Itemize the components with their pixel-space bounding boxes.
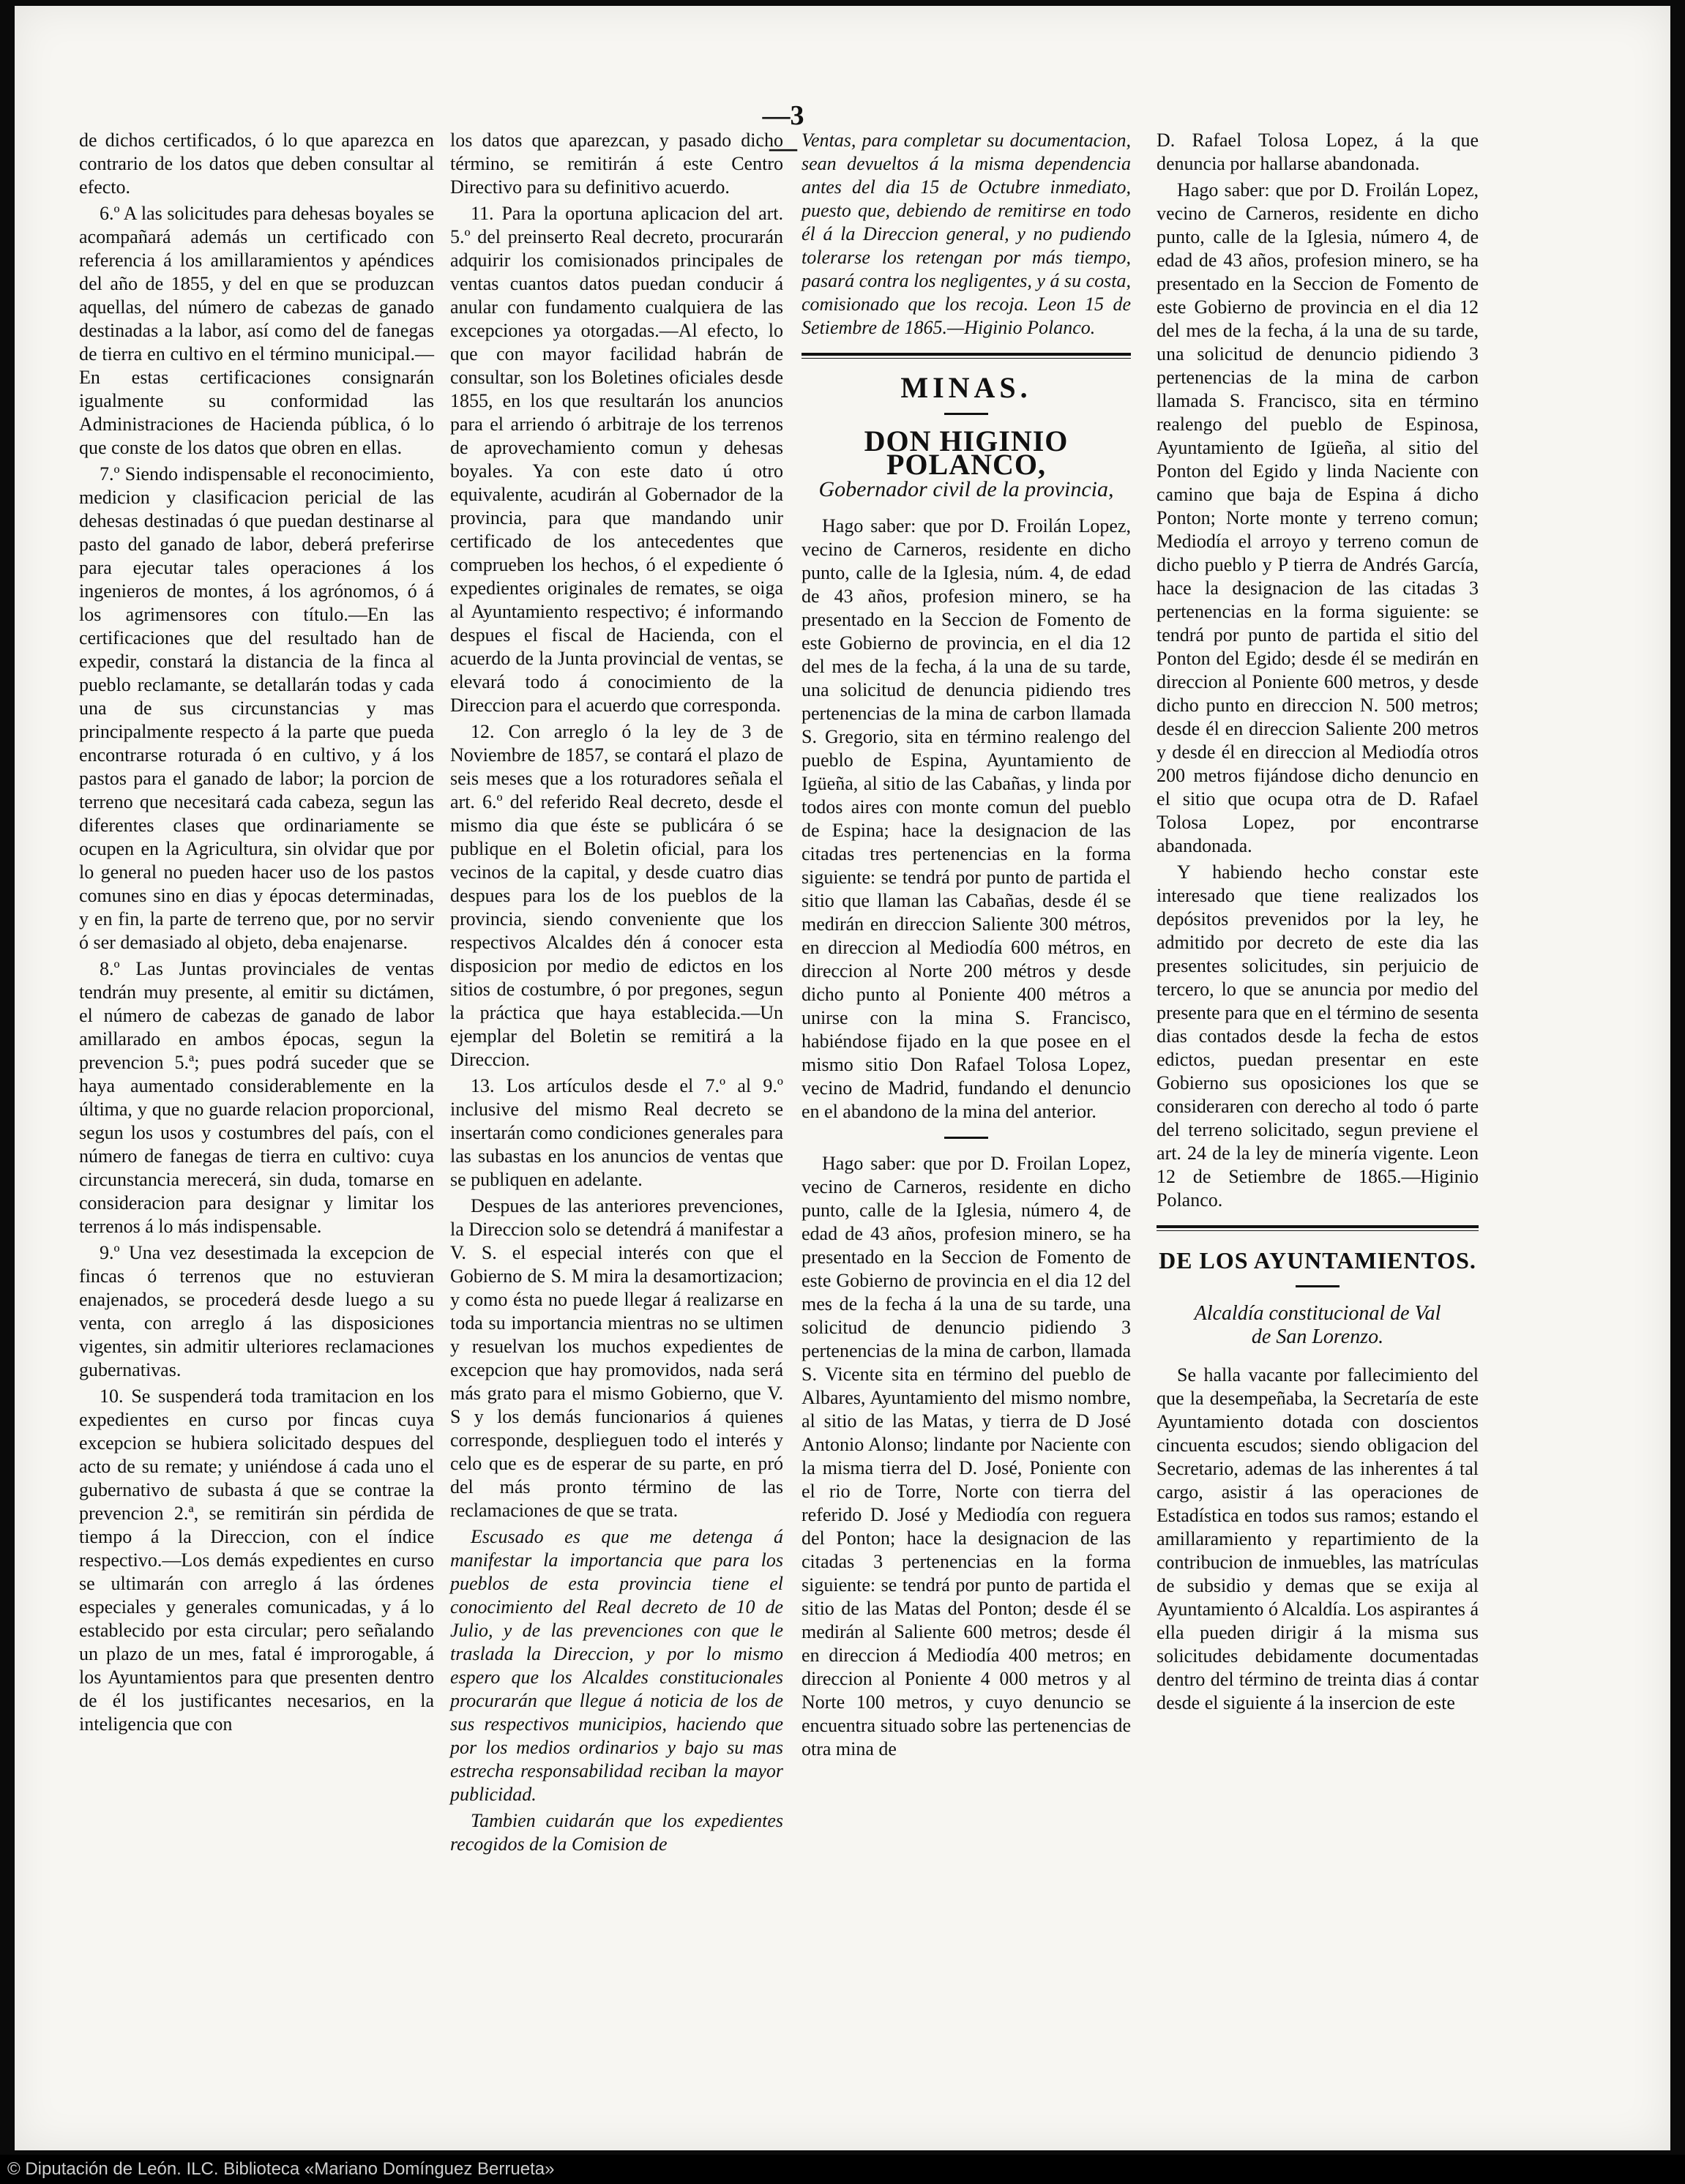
paragraph: 8.º Las Juntas provinciales de ventas tendrán muy presente, al emitir su dictámen, el número de cabezas de ganado de labor amillarado en ambos épocas, segun la prevencion 5.ª; pues podrá suceder que se haya aumentado considerablemente en la última, y que no guarde relacion proporcional, segun los usos y costumbres del país, con el número de fanegas de tierra en cultivo: cuya circunstancia merecerá, sin duda, tomarse en consideracion para designar y limitar los terrenos á lo más indispensable. xyxy=(79,958,434,1237)
paragraph: de dichos certificados, ó lo que aparezca en contrario de los datos que deben consultar al efecto. xyxy=(79,130,434,198)
paragraph: 6.º A las solicitudes para dehesas boyales se acompañará además un certificado con referencia á los amillaramientos y apéndices del año de 1855, y del en que se produzcan aquellas, del número de cabezas de ganado destinadas a la labor, así como del de fanegas de tierra en cultivo en el término municipal.—En estas certificaciones consignarán igualmente su conformidad las Administraciones de Hacienda pública, ó lo que conste de los datos que obren en ellas. xyxy=(79,203,434,458)
column-4 xyxy=(1157,129,1479,1718)
section-divider xyxy=(1157,1225,1479,1231)
italic-paragraph: Escusado es que me detenga á manifestar la importancia que para los pueblos de esta provincia tiene el conocimiento del Real decreto de 10 de Julio, y de las prevenciones con que le traslada la Direccion, y por lo mismo espero que los Alcaldes constitucionales procurarán que llegue á noticia de los de sus respectivos municipios, haciendo que por los medios ordinarios y bajo su mas estrecha responsabilidad reciban la mayor publicidad. xyxy=(450,1526,783,1805)
paragraph: D. Rafael Tolosa Lopez, á la que denuncia por hallarse abandonada. xyxy=(1157,130,1479,174)
paragraph: Hago saber: que por D. Froilan Lopez, vecino de Carneros, residente en dicho punto, calle de la Iglesia, número 4, de edad de 43 años, profesion minero, se ha presentado en la Seccion de Fomento de este Gobierno de provincia en el dia 12 del mes de la fecha á la una de su tarde, una solicitud de denuncio pidiendo 3 pertenencias de la mina de carbon, llamada S. Vicente sita en término del pueblo de Albares, Ayuntamiento del mismo nombre, al sitio de las Matas, y tierra de D José Antonio Alonso; lindante por Naciente con la misma tierra del D. José, Poniente con el rio de Torre, Norte con tierra del referido D. José y Mediodía con reguera del Ponton; hace la designacion de las citadas 3 pertenencias en la forma siguiente: se tendrá por punto de partida el sitio de las Matas del Ponton; desde él se medirán al Saliente 600 metros; desde él en direccion á Mediodía 400 metros; en direccion al Poniente 4 000 metros y al Norte 100 metros, y cuyo denuncio se encuentra situado sobre las pertenencias de otra mina de xyxy=(802,1153,1131,1759)
paragraph: 9.º Una vez desestimada la excepcion de fincas ó terrenos que no estuvieran enajenados, se procederá desde luego a su venta, con arreglo á las disposiciones vigentes, sin admitir ulteriores reclamaciones gubernativas. xyxy=(79,1242,434,1380)
column-1 xyxy=(79,129,434,1739)
newspaper-page xyxy=(15,6,1670,2150)
paragraph: Despues de las anteriores prevenciones, la Direccion solo se detendrá á manifestar a V. S. el especial interés con que el Gobierno de S. M mira la desamortizacion; y como ésta no puede llegar á realizarse en toda su importancia mientras no se ultimen y resuelvan los muchos expedientes de excepcion que hay promovidos, nada será más grato para el mismo Gobierno, que V. S y los demás funcionarios á quienes corresponde, desplieguen todo el interés y celo que es de esperar de su parte, en pró del más pronto término de las reclamaciones de que se trata. xyxy=(450,1195,783,1521)
page-number: —3— xyxy=(762,100,804,163)
italic-paragraph: Tambien cuidarán que los expedientes recogidos de la Comision de xyxy=(450,1810,783,1855)
section-divider xyxy=(802,353,1131,359)
edict-headline: DON HIGINIO POLANCO, xyxy=(864,425,1069,481)
column-3 xyxy=(802,129,1131,1764)
paragraph: 12. Con arreglo ó la ley de 3 de Noviembre de 1857, se contará el plazo de seis meses que a los roturadores señala el art. 6.º del referido Real decreto, desde el mismo dia que éste se publicára ó se publique en el Boletin oficial, para los vecinos de la capital, y desde cuatro dias despues para los de los pueblos de la provincia, siendo conveniente que los respectivos Alcaldes dén á conocer esta disposicion por medio de edictos en los sitios de costumbre, ó por pregones, segun la práctica que haya establecida.—Un ejemplar del Boletin se remitirá a la Direccion. xyxy=(450,721,783,1070)
short-rule xyxy=(1296,1285,1340,1287)
paragraph: 10. Se suspenderá toda tramitacion en los expedientes en curso por fincas cuya excepcion se hubiera solicitado despues del acto de su remate; y uniéndose á cada uno el gubernativo de subasta á que se contrae la prevencion 2.ª, se remitirán sin pérdida de tiempo á la Direccion, con el índice respectivo.—Los demás expedientes en curso se ultimarán con arreglo á las órdenes especiales y generales comunicadas, y á lo establecido por esta circular; pero señalando un plazo de un mes, fatal é improrogable, á los Ayuntamientos para que presenten dentro de él los justificantes necesarios, en la inteligencia que con xyxy=(79,1385,434,1735)
paragraph: Y habiendo hecho constar este interesado que tiene realizados los depósitos prevenidos por la ley, he admitido por decreto de este dia las presentes solicitudes, sin perjuicio de tercero, lo que se anuncia por medio del presente para que en el término de sesenta dias contados desde la fecha de estos edictos, puedan presentar en este Gobierno sus oposiciones los que se consideraren con derecho al todo ó parte del terreno solicitado, segun previene el art. 24 de la ley de minería vigente. Leon 12 de Setiembre de 1865.—Higinio Polanco. xyxy=(1157,861,1479,1211)
edict-subhead: Gobernador civil de la provincia, xyxy=(818,477,1114,501)
paragraph: los datos que aparezcan, y pasado dicho término, se remitirán á este Centro Directivo para su definitivo acuerdo. xyxy=(450,130,783,198)
paragraph: 11. Para la oportuna aplicacion del art. 5.º del preinserto Real decreto, procurarán adquirir los comisionados principales de ventas cuantos datos puedan conducir á anular con fundamento cualquiera de las excepciones ya otorgadas.—Al efecto, lo que con mayor facilidad habrán de consultar, son los Boletines oficiales desde 1855, en los que resultarán los anuncios para el arriendo ó arbitraje de los terrenos de aprovechamiento comun y dehesas boyales. Ya con este dato ú otro equivalente, acudirán al Gobernador de la provincia, para que mandando unir certificado de los antecedentes que comprueben los hechos, ó el expediente ó expedientes originales de remates, se oiga al Ayuntamiento respectivo; é informando despues el fiscal de Hacienda, con el acuerdo de la Junta provincial de ventas, se elevará todo á conocimiento de la Direccion para el acuerdo que corresponda. xyxy=(450,203,783,716)
short-rule xyxy=(944,1137,988,1139)
short-rule xyxy=(944,413,988,415)
section-title-ayuntamientos: DE LOS AYUNTAMIENTOS. xyxy=(1159,1247,1476,1274)
italic-paragraph: Ventas, para completar su documentacion, sean devueltos á la misma dependencia antes del dia 15 de Octubre inmediato, puesto que, debiendo de remitirse en todo él á la Direccion general, y no pudiendo tolerarse los retengan por más tiempo, pasará contra los negligentes, y á su costa, comisionado que los recoja. Leon 15 de Setiembre de 1865.—Higinio Polanco. xyxy=(802,130,1131,338)
paragraph: Se halla vacante por fallecimiento del que la desempeñaba, la Secretaría de este Ayuntamiento dotada con doscientos cincuenta escudos; siendo obligacion del Secretario, ademas de las inherentes á tal cargo, asistir á las operaciones de Estadística en todos sus ramos; estando el amillaramiento y repartimiento de la contribucion de inmuebles, las matrículas de subsidio y demas que se exija al Ayuntamiento ó Alcaldía. Los aspirantes á ella pueden dirigir á la misma sus solicitudes debidamente documentadas dentro del término de treinta dias á contar desde el siguiente á la insercion de este xyxy=(1157,1364,1479,1713)
copyright-footer: © Diputación de León. ILC. Biblioteca «Mariano Domínguez Berrueta» xyxy=(7,2159,555,2179)
column-2 xyxy=(450,129,783,1859)
paragraph: Hago saber: que por D. Froilán Lopez, vecino de Carneros, residente en dicho punto, calle de la Iglesia, núm. 4, de edad de 43 años, profesion minero, se ha presentado en la Seccion de Fomento de este Gobierno de provincia, en el dia 12 del mes de la fecha, á la una de su tarde, una solicitud de denuncia pidiendo tres pertenencias de la mina de carbon llamada S. Gregorio, sita en término realengo del pueblo de Espina, Ayuntamiento de Igüeña, al sitio de las Cabañas, y linda por todos aires con monte comun del pueblo de Espina; hace la designacion de las citadas tres pertenencias en la forma siguiente: se tendrá por punto de partida el sitio que llaman las Cabañas, desde él se medirán en direccion Saliente 300 métros, en direccion al Mediodía 600 métros, en direccion al Norte 200 métros y desde dicho punto al Poniente 400 métros a unirse con la mina S. Francisco, habiéndose fijado en la que posee en el mismo sitio Don Rafael Tolosa Lopez, vecino de Madrid, fundando el denuncio en el abandono de la mina del anterior. xyxy=(802,515,1131,1122)
paragraph: 7.º Siendo indispensable el reconocimiento, medicion y clasificacion pericial de las dehesas destinadas ó que puedan destinarse al pasto del ganado de labor, deberá preferirse para ejecutar tales operaciones á los ingenieros de montes, á los agrónomos, ó á los agrimensores con título.—En las certificaciones que del resultado han de expedir, constará la distancia de la finca al pueblo reclamante, se detallarán todas y cada una de sus circunstancias y mas principalmente respecto á la parte que pueda encontrarse roturada ó en cultivo, y á los pastos para el ganado de labor; la porcion de terreno que necesitará cada cabeza, segun las diferentes clases que ordinariamente se ocupen en la Agricultura, sin olvidar que por lo general no pueden hacer uso de los pastos comunes sino en dias y épocas determinadas, y en fin, la parte de terreno que, por no servir ó ser demasiado al objeto, deba enajenarse. xyxy=(79,463,434,953)
paragraph: Hago saber: que por D. Froilán Lopez, vecino de Carneros, residente en dicho punto, calle de la Iglesia, número 4, de edad de 43 años, profesion minero, se ha presentado en la Seccion de Fomento de este Gobierno de provincia en el dia 12 del mes de la fecha, á la una de su tarde, una solicitud de denuncio pidiendo 3 pertenencias de la mina de carbon llamada S. Francisco, sita en término realengo del pueblo de Espinosa, Ayuntamiento de Igüeña, al sitio del Ponton del Egido y linda Naciente con camino que baja de Espina á dicho Ponton; Norte monte y terreno comun; Mediodía el arroyo y terreno comun de dicho pueblo y P tierra de Andrés García, hace la designacion de las citadas 3 pertenencias en la forma siguiente: se tendrá por punto de partida el sitio del Ponton del Egido; desde él se medirán en direccion al Poniente 600 metros, y desde dicho punto en direccion N. 500 metros; desde él en direccion Saliente 200 metros y desde él en direccion al Mediodía otros 200 metros fijándose dicho denuncio en el sitio que ocupa otra de D. Rafael Tolosa Lopez, por encontrarse abandonada. xyxy=(1157,179,1479,856)
paragraph: 13. Los artículos desde el 7.º al 9.º inclusive del mismo Real decreto se insertarán como condiciones generales para las subastas en los anuncios de ventas que se publiquen en adelante. xyxy=(450,1075,783,1190)
alcaldia-subhead: Alcaldía constitucional de Val de San Lorenzo. xyxy=(1194,1302,1441,1348)
section-title-minas: MINAS. xyxy=(900,371,1032,404)
